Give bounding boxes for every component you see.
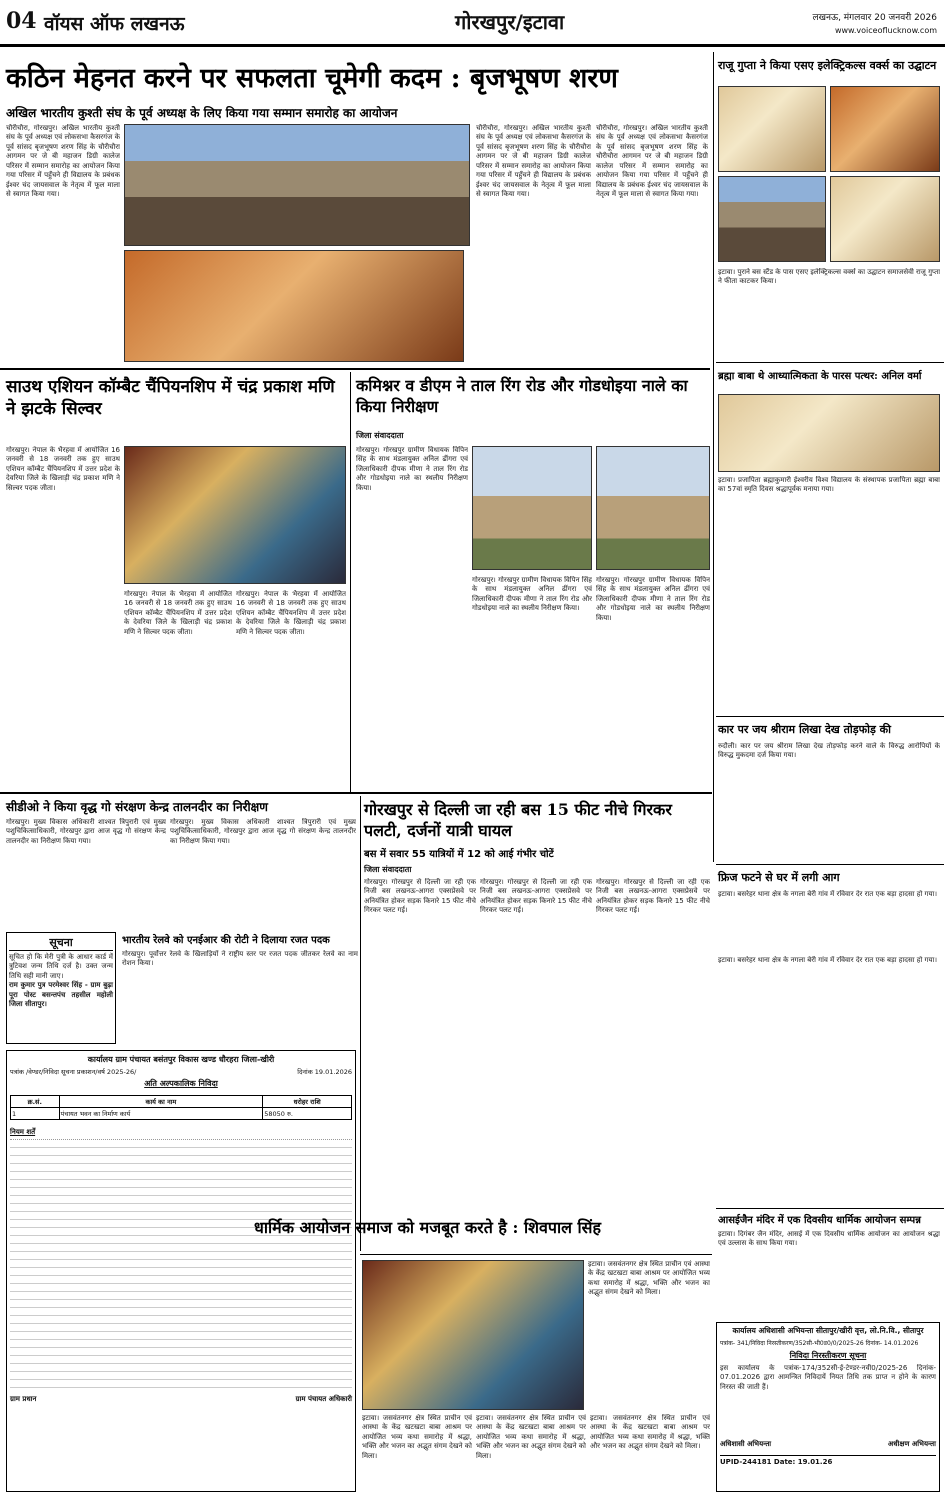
- tender-right-subtitle: निविदा निरस्तीकरण सूचना: [789, 1351, 867, 1360]
- cdo-body-col2: गोरखपुर। मुख्य विकास अधिकारी शाश्वत त्रिपुरारी एवं मुख्य पशुचिकित्साधिकारी, गोरखपुर द्वारा आज वृद्ध गो संरक्षण केन्द्र तालनदीर का निरीक्षण किया गया।: [170, 818, 356, 845]
- bus-divider: [360, 796, 361, 1251]
- opening-photo-3: [718, 176, 826, 262]
- shivpal-headline: धार्मिक आयोजन समाज को मजबूत करते है : शिवपाल सिंह: [254, 1218, 601, 1237]
- bus-body-col2: गोरखपुर। गोरखपुर से दिल्ली जा रही एक निजी बस लखनऊ-आगरा एक्सप्रेसवे पर अनियंत्रित होकर सड़क किनारे 15 फीट नीचे गिरकर पलट गई।: [480, 878, 592, 915]
- jain-headline: आसईजैन मंदिर में एक दिवसीय धार्मिक आयोजन सम्पन्न: [718, 1215, 921, 1226]
- middle-rule: [0, 792, 712, 794]
- lead-body: चौरीचौरा, गोरखपुर। अखिल भारतीय कुश्ती संघ के पूर्व अध्यक्ष एवं लोकसभा कैसरगंज के पूर्व सांसद बृजभूषण शरण सिंह के चौरीचौरा आगमन पर जे बी महाजन डिग्री कालेज परिसर में सम्मान समारोह का आयोजन किया गया परिसर में पहुँचने ही विद्यालय के प्रबंधक ईश्वर चंद जायसवाल के नेतृत्व में फूल माला से स्वागत किया गया।: [6, 124, 120, 199]
- tender-table-header: कार्य का नाम: [59, 1096, 263, 1108]
- tender-right-ref: पत्रांक- 341/निविदा निरस्तीकरण/352सी-भी0ड0/0/2025-26 दिनांक- 14.01.2026: [720, 1340, 919, 1347]
- lead-subhead: अखिल भारतीय कुश्ती संघ के पूर्व अध्यक्ष के लिए किया गया सम्मान समारोह का आयोजन: [6, 106, 398, 120]
- opening-body: इटावा। पुराने बस स्टैंड के पास एसए इलेक्ट्रिकल्स वर्क्स का उद्घाटन समाजसेवी राजू गुप्ता ने फीता काटकर किया।: [718, 268, 940, 286]
- brahma-rule: [716, 716, 944, 717]
- opening-headline: राजू गुप्ता ने किया एसए इलेक्ट्रिकल्स वर्क्स का उद्घाटन: [718, 59, 937, 72]
- tender-left-title: कार्यालय ग्राम पंचायत बसंतपुर विकास खण्ड धौरहरा जिला-खीरी: [87, 1055, 275, 1064]
- brahma-headline: ब्रह्मा बाबा थे आध्यात्मिकता के पारस पत्थर: अनिल वर्मा: [718, 371, 922, 382]
- tender-left-terms-title: नियम शर्तें: [10, 1128, 36, 1136]
- brahma-photo: [718, 394, 940, 472]
- commissioner-headline: कमिश्नर व डीएम ने ताल रिंग रोड और गोडधोइया नाले का किया निरीक्षण: [356, 376, 688, 416]
- shivpal-top-rule: [360, 1254, 712, 1255]
- notice-body: सूचित हो कि मेरी पुत्री के आधार कार्ड में त्रुटिवश जन्म तिथि दर्ज है। उक्त जन्म तिथि सही मानी जाए।: [9, 953, 113, 980]
- tender-right-footer: UPID-244181 Date: 19.01.26: [720, 1455, 936, 1466]
- notice-box: [6, 932, 116, 1044]
- fridge-headline: फ्रिज फटने से घर में लगी आग: [718, 871, 840, 884]
- south-asian-body-col3: गोरखपुर। नेपाल के भैरहवा में आयोजित 16 जनवरी से 18 जनवरी तक हुए साउथ एशियन कॉम्बैट चैंपियनशिप में उत्तर प्रदेश के देवरिया जिले के खिलाड़ी चंद्र प्रकाश मणि ने सिल्वर पदक जीता।: [236, 590, 346, 636]
- tender-table-row: [11, 1108, 352, 1120]
- lead-photo-stage: [124, 124, 470, 246]
- cdo-body: गोरखपुर। मुख्य विकास अधिकारी शाश्वत त्रिपुरारी एवं मुख्य पशुचिकित्साधिकारी, गोरखपुर द्वारा आज वृद्ध गो संरक्षण केन्द्र तालनदीर का निरीक्षण किया गया।: [6, 818, 166, 845]
- opening-photo-2: [830, 86, 940, 172]
- masthead-rule: [0, 44, 945, 47]
- notice-title: सूचना: [9, 935, 113, 951]
- south-asian-photo: [124, 446, 346, 584]
- railway-body: गोरखपुर। पूर्वोत्तर रेलवे के खिलाड़ियों ने राष्ट्रीय स्तर पर रजत पदक जीतकर रेलवे का नाम रोशन किया।: [122, 950, 358, 968]
- tender-right-title: कार्यालय अधिशासी अभियन्ता सीतापुर/खीरी वृत्त, लो.नि.वि., सीतापुर: [732, 1326, 924, 1335]
- masthead: [0, 0, 945, 48]
- tender-table-header: धरोहर राशि: [263, 1096, 352, 1108]
- south-asian-body-col2: गोरखपुर। नेपाल के भैरहवा में आयोजित 16 जनवरी से 18 जनवरी तक हुए साउथ एशियन कॉम्बैट चैंपियनशिप में उत्तर प्रदेश के देवरिया जिले के खिलाड़ी चंद्र प्रकाश मणि ने सिल्वर पदक जीता।: [124, 590, 232, 636]
- tender-left: [6, 1050, 356, 1492]
- commissioner-body-col2: गोरखपुर। गोरखपुर ग्रामीण विधायक विपिन सिंह के साथ मंडलायुक्त अनिल ढींगरा एवं जिलाधिकारी दीपक मीणा ने ताल रिंग रोड और गोडधोइया नाले का स्थलीय निरीक्षण किया।: [472, 576, 592, 613]
- tender-table-cell: पंचायत भवन का निर्माण कार्य: [59, 1108, 263, 1120]
- section-name: गोरखपुर/इटावा: [455, 10, 565, 34]
- commissioner-body-col3: गोरखपुर। गोरखपुर ग्रामीण विधायक विपिन सिंह के साथ मंडलायुक्त अनिल ढींगरा एवं जिलाधिकारी दीपक मीणा ने ताल रिंग रोड और गोडधोइया नाले का स्थलीय निरीक्षण किया।: [596, 576, 710, 622]
- commissioner-photo-1: [472, 446, 592, 570]
- commissioner-photo-2: [596, 446, 710, 570]
- shivpal-photo: [362, 1260, 584, 1410]
- tender-left-subtitle: अति अल्पकालिक निविदा: [144, 1079, 218, 1088]
- jain-rule: [716, 1208, 944, 1209]
- jain-body: इटावा। दिगंबर जैन मंदिर, आसई में एक दिवसीय धार्मिक आयोजन का आयोजन श्रद्धा एवं उल्लास के साथ किया गया।: [718, 1230, 940, 1248]
- brahma-body: इटावा। प्रजापिता ब्रह्माकुमारी ईश्वरीय विश्व विद्यालय के संस्थापक प्रजापिता ब्रह्मा बाबा का 57वां स्मृति दिवस श्रद्धापूर्वक मनाया गया।: [718, 476, 940, 494]
- date-line: लखनऊ, मंगलवार 20 जनवरी 2026: [812, 13, 937, 23]
- bus-body-col3: गोरखपुर। गोरखपुर से दिल्ली जा रही एक निजी बस लखनऊ-आगरा एक्सप्रेसवे पर अनियंत्रित होकर सड़क किनारे 15 फीट नीचे गिरकर पलट गई।: [596, 878, 710, 915]
- bus-subhead: बस में सवार 55 यात्रियों में 12 को आई गंभीर चोटें: [364, 849, 554, 860]
- tender-right-sign-left: अधिशासी अभियन्ता: [720, 1440, 772, 1448]
- right-column-divider: [713, 52, 714, 862]
- opening-photo-1: [718, 86, 826, 172]
- tender-left-date: दिनांक 19.01.2026: [297, 1068, 352, 1076]
- tender-left-sign-right: ग्राम पंचायत अधिकारी: [295, 1395, 352, 1403]
- tender-left-sign-left: ग्राम प्रधान: [10, 1395, 37, 1403]
- fridge-body-col2: इटावा। बसरेहर थाना क्षेत्र के नगला बेरी गांव में रविवार देर रात एक बड़ा हादसा हो गया।: [718, 956, 938, 964]
- lead-body-col3: चौरीचौरा, गोरखपुर। अखिल भारतीय कुश्ती संघ के पूर्व अध्यक्ष एवं लोकसभा कैसरगंज के पूर्व सांसद बृजभूषण शरण सिंह के चौरीचौरा आगमन पर जे बी महाजन डिग्री कालेज परिसर में सम्मान समारोह का आयोजन किया गया परिसर में पहुँचने ही विद्यालय के प्रबंधक ईश्वर चंद जायसवाल के नेतृत्व में फूल माला से स्वागत किया गया।: [596, 124, 708, 199]
- lead-photo-garland: [124, 250, 464, 362]
- tender-left-terms: [10, 1139, 352, 1389]
- south-asian-body: गोरखपुर। नेपाल के भैरहवा में आयोजित 16 जनवरी से 18 जनवरी तक हुए साउथ एशियन कॉम्बैट चैंपियनशिप में उत्तर प्रदेश के देवरिया जिले के खिलाड़ी चंद्र प्रकाश मणि ने सिल्वर पदक जीता।: [6, 446, 120, 492]
- railway-headline: भारतीय रेलवे को एनईआर की रोटी ने दिलाया रजत पदक: [122, 935, 330, 946]
- page-number: 04: [6, 8, 37, 34]
- fridge-rule: [716, 864, 944, 865]
- bus-byline: जिला संवाददाता: [364, 865, 412, 874]
- tender-right: [716, 1322, 940, 1492]
- tender-table-header: क्र.सं.: [11, 1096, 60, 1108]
- paper-name: वॉयस ऑफ लखनऊ: [44, 13, 185, 35]
- fridge-body: इटावा। बसरेहर थाना क्षेत्र के नगला बेरी गांव में रविवार देर रात एक बड़ा हादसा हो गया।: [718, 890, 938, 898]
- lead-bottom-rule: [0, 368, 710, 370]
- car-headline: कार पर जय श्रीराम लिखा देख तोड़फोड़ की: [718, 723, 891, 736]
- commissioner-body: गोरखपुर। गोरखपुर ग्रामीण विधायक विपिन सिंह के साथ मंडलायुक्त अनिल ढींगरा एवं जिलाधिकारी दीपक मीणा ने ताल रिंग रोड और गोडधोइया नाले का स्थलीय निरीक्षण किया।: [356, 446, 468, 492]
- cdo-headline: सीडीओ ने किया वृद्ध गो संरक्षण केन्द्र तालनदीर का निरीक्षण: [6, 800, 268, 814]
- lead-body-col2: चौरीचौरा, गोरखपुर। अखिल भारतीय कुश्ती संघ के पूर्व अध्यक्ष एवं लोकसभा कैसरगंज के पूर्व सांसद बृजभूषण शरण सिंह के चौरीचौरा आगमन पर जे बी महाजन डिग्री कालेज परिसर में सम्मान समारोह का आयोजन किया गया परिसर में पहुँचने ही विद्यालय के प्रबंधक ईश्वर चंद जायसवाल के नेतृत्व में फूल माला से स्वागत किया गया।: [476, 124, 591, 199]
- shivpal-body: इटावा। जसवंतनगर क्षेत्र स्थित प्राचीन एवं आस्था के केंद्र खटखटा बाबा आश्रम पर आयोजित भव्य कथा समारोह में श्रद्धा, भक्ति और भजन का अद्भुत संगम देखने को मिला।: [588, 1260, 710, 1297]
- tender-left-table: [10, 1095, 352, 1120]
- tender-right-body: इस कार्यालय के पत्रांक-174/352सी-ई-टेण्डर-नवी0/2025-26 दिनांक- 07.01.2026 द्वारा आमन्त्रित निविदायें नियत तिथि तक प्राप्त न होने के कारण निरस्त की जाती हैं।: [720, 1364, 936, 1391]
- tender-table-cell: 1: [11, 1108, 60, 1120]
- commissioner-divider: [350, 372, 351, 792]
- bus-body: गोरखपुर। गोरखपुर से दिल्ली जा रही एक निजी बस लखनऊ-आगरा एक्सप्रेसवे पर अनियंत्रित होकर सड़क किनारे 15 फीट नीचे गिरकर पलट गई।: [364, 878, 476, 915]
- south-asian-headline: साउथ एशियन कॉम्बैट चैंपियनशिप में चंद्र प्रकाश मणि ने झटके सिल्वर: [6, 377, 335, 420]
- opening-rule: [716, 362, 944, 363]
- website: www.voiceoflucknow.com: [834, 26, 937, 35]
- tender-right-sign-right: अधीक्षण अभियन्ता: [887, 1440, 936, 1448]
- notice-signature: राम कुमार पुत्र परमेश्वर सिंह - ग्राम बुढ़ा पूरा पोस्ट बसन्तपंच तहसील महोली जिला सीतापुर।: [9, 981, 113, 1009]
- shivpal-body-col4: इटावा। जसवंतनगर क्षेत्र स्थित प्राचीन एवं आस्था के केंद्र खटखटा बाबा आश्रम पर आयोजित भव्य कथा समारोह में श्रद्धा, भक्ति और भजन का अद्भुत संगम देखने को मिला।: [590, 1414, 710, 1451]
- shivpal-body-col2: इटावा। जसवंतनगर क्षेत्र स्थित प्राचीन एवं आस्था के केंद्र खटखटा बाबा आश्रम पर आयोजित भव्य कथा समारोह में श्रद्धा, भक्ति और भजन का अद्भुत संगम देखने को मिला।: [362, 1414, 472, 1460]
- tender-left-ref: पत्रांक /वेण्डर/निविदा सूचना प्रकाशन/वर्ष 2025-26/: [10, 1068, 137, 1076]
- tender-table-cell: 58050 रु.: [263, 1108, 352, 1120]
- commissioner-byline: जिला संवाददाता: [356, 431, 404, 440]
- lead-headline: कठिन मेहनत करने पर सफलता चूमेगी कदम : बृजभूषण शरण: [6, 63, 618, 94]
- shivpal-body-col3: इटावा। जसवंतनगर क्षेत्र स्थित प्राचीन एवं आस्था के केंद्र खटखटा बाबा आश्रम पर आयोजित भव्य कथा समारोह में श्रद्धा, भक्ति और भजन का अद्भुत संगम देखने को मिला।: [476, 1414, 586, 1460]
- car-body: रुदौली। कार पर जय श्रीराम लिखा देख तोड़फोड़ करने वाले के विरुद्ध आरोपियों के विरुद्ध मुकदमा दर्ज किया गया।: [718, 742, 940, 760]
- bus-headline: गोरखपुर से दिल्ली जा रही बस 15 फीट नीचे गिरकर पलटी, दर्जनों यात्री घायल: [364, 800, 672, 840]
- opening-photo-4: [830, 176, 940, 262]
